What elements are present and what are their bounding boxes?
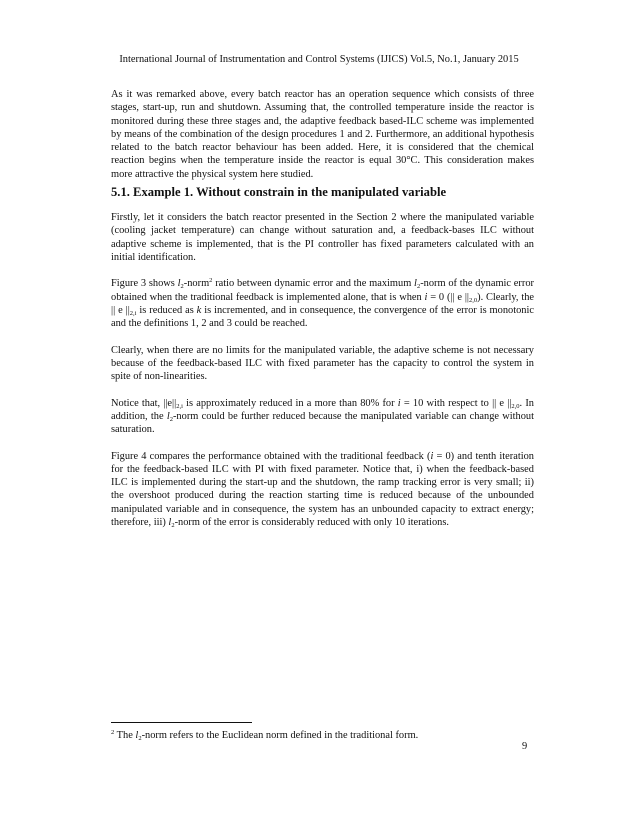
paragraph-5: Figure 4 compares the performance obtained with the traditional feedback (i = 0) and tenth iteration for the feedback-based ILC with PI with fixed parameter. Notice that, i) when the feedback-based ILC is implemented during the start-up and the shutdown, the ramp tracking error is very small; ii) the overshoot produced during the reaction starting time is reduced because of the unbounded manipulated variable and in consequence, the system has an unbounded capacity to extract energy; therefore, iii) $l_2$-norm of the error is considerably reduced with only 10 iterations. (111, 450, 534, 529)
footnote-divider (111, 722, 252, 723)
intro-paragraph: As it was remarked above, every batch reactor has an operation sequence which consists of three stages, start-up, run and shutdown. Assuming that, the controlled temperature inside the reactor is monitored during these three stages and, the adaptive feedback based-ILC scheme was implemented by means of the combination of the design procedures 1 and 2. Furthermore, an additional hypothesis related to the batch reactor behaviour has been added. Here, it is considered that the chemical reaction begins when the temperature inside the reactor is equal 30°C. This consideration makes more attractive the physical system here studied. (111, 89, 534, 180)
running-header: International Journal of Instrumentation and Control Systems (IJICS) Vol.5, No.1, January 2015 (119, 54, 519, 65)
footnote-ref: 2 (209, 277, 213, 285)
page-number: 9 (522, 741, 528, 752)
footnote: $^2$ The $l_2$-norm refers to the Euclidean norm defined in the traditional form. (111, 729, 419, 742)
paragraph-4: Notice that, $||e||_{2,i}$ is approximately reduced in a more than 80% for i = 10 with respect to || e $||_{2,0}$. In addition, the $l_2$-norm could be further reduced because the manipulated variable can change without saturation. (111, 397, 534, 436)
body-text (111, 211, 534, 542)
paragraph-3: Clearly, when there are no limits for the manipulated variable, the adaptive scheme is not necessary because of the feedback-based ILC with fixed parameter has the capacity to control the system in spite of non-linearities. (111, 344, 534, 383)
intro-block (111, 88, 534, 194)
paragraph-2: Figure 3 shows $l_2-norm^2$ ratio between dynamic error and the maximum $l_2$-norm of the dynamic error obtained when the traditional feedback is implemented alone, that is when i = 0 (|| e $||_{2,0}$). Clearly, the || e $||_{2,i}$ is reduced as k is incremented, and in consequence, the convergence of the error is monotonic and the definitions 1, 2 and 3 could be reached. (111, 277, 535, 330)
paragraph-1: Firstly, let it considers the batch reactor presented in the Section 2 where the manipulated variable (cooling jacket temperature) can change without saturation and, a feedback-bases ILC without adaptive scheme is implemented, that is the PI controller has fixed parameters calculated with an initial identification. (111, 212, 534, 263)
footnote-mark: 2 (111, 729, 115, 736)
section-heading: 5.1. Example 1. Without constrain in the manipulated variable (111, 185, 447, 199)
